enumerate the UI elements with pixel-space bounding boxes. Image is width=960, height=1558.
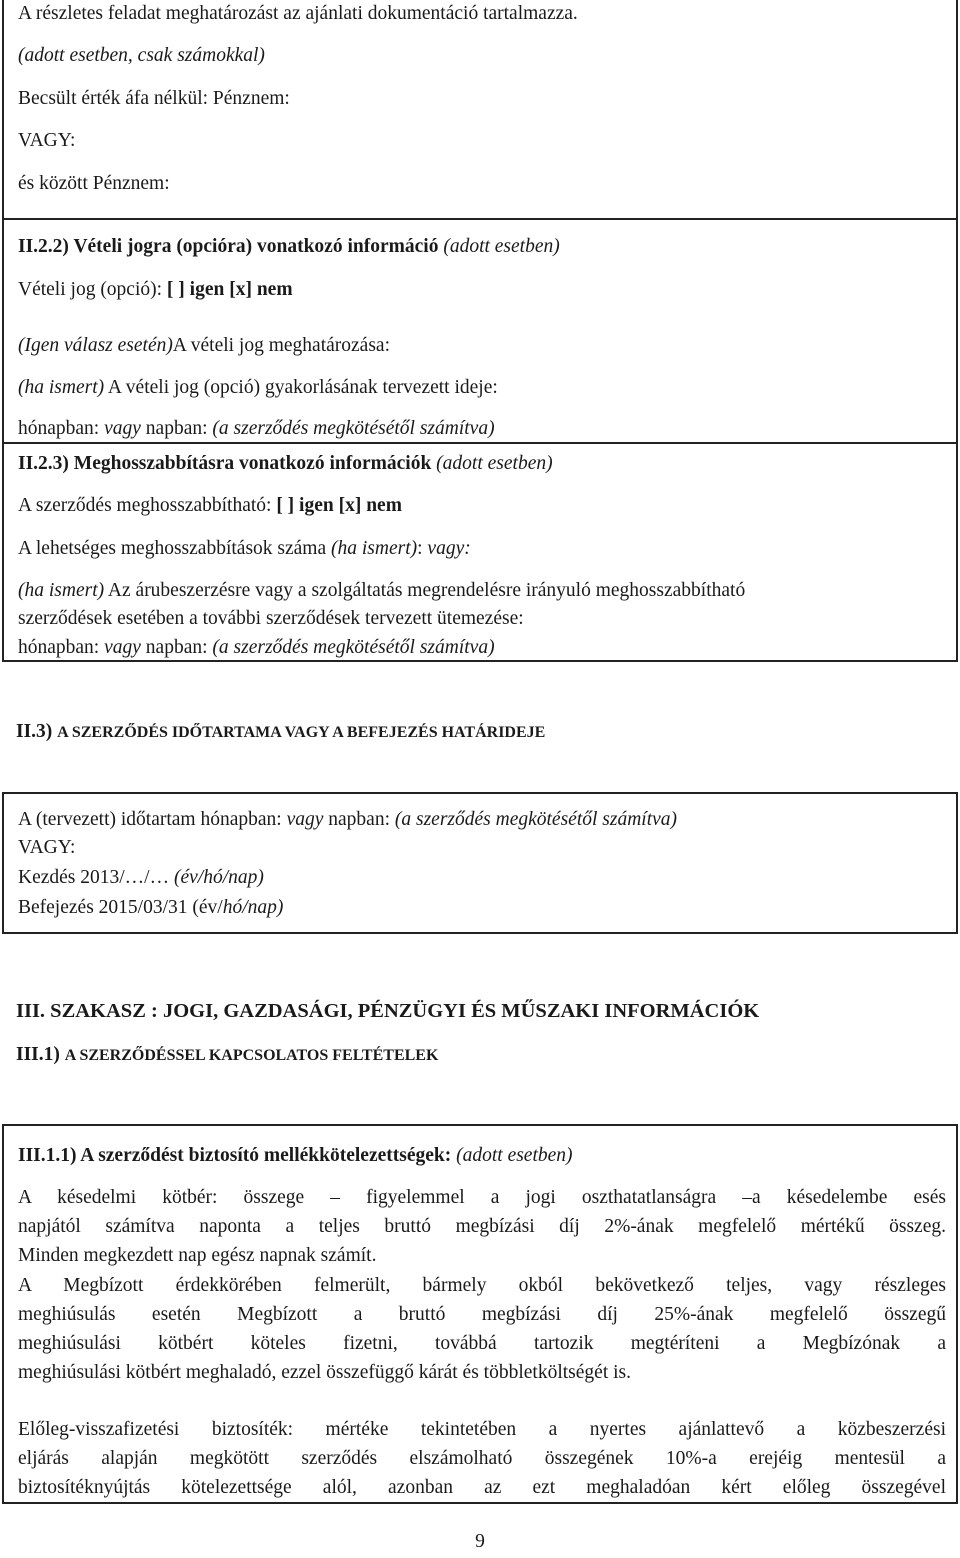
estimate-box [2,0,958,220]
page-number: 9 [475,1531,485,1552]
extension-count: A lehetséges meghosszabbítások száma (ha ismert): vagy: [18,538,471,559]
duration-line: A (tervezett) időtartam hónapban: vagy napban: (a szerződés megkötésétől számítva) [18,809,678,830]
or-line: VAGY: [18,130,76,151]
estimated-value-line: Becsült érték áfa nélkül: Pénznem: [18,88,290,109]
penalty-line-2: napjától számítva naponta a teljes bruttó megbízási díj 2%-ának megfelelő mértékű összeg. [18,1216,946,1237]
duration-box [2,792,958,934]
advance-line-2: eljárás alapján megkötött szerződés elszámolható összegének 10%-a erejéig mentesül a [18,1448,946,1469]
extension-heading: II.2.3) Meghosszabbításra vonatkozó információk (adott esetben) [18,453,553,474]
failure-line-2: meghiúsulás esetén Megbízott a bruttó megbízási díj 25%-ának megfelelő összegű [18,1304,946,1325]
option-timing: (ha ismert) A vételi jog (opció) gyakorlásának tervezett ideje: [18,377,498,398]
end-date: Befejezés 2015/03/31 (év/hó/nap) [18,897,284,918]
failure-line-4: meghiúsulási kötbért meghaladó, ezzel összefüggő kárát és többletköltségét is. [18,1362,631,1383]
option-box [2,218,958,444]
range-line: és között Pénznem: [18,173,170,194]
extension-schedule-line1: (ha ismert) Az árubeszerzésre vagy a szolgáltatás megrendelésre irányuló meghosszabbítható [18,580,746,601]
start-date: Kezdés 2013/…/… (év/hó/nap) [18,867,264,888]
extension-months-days: hónapban: vagy napban: (a szerződés megkötésétől számítva) [18,637,495,658]
failure-line-1: A Megbízott érdekkörében felmerült, bármely okból bekövetkező teljes, vagy részleges [18,1275,946,1296]
section-ii3-heading: II.3) A SZERZŐDÉS IDŐTARTAMA VAGY A BEFEJEZÉS HATÁRIDEJE [16,721,546,742]
option-heading: II.2.2) Vételi jogra (opcióra) vonatkozó információ (adott esetben) [18,236,560,257]
task-definition-line: A részletes feladat meghatározást az ajánlati dokumentáció tartalmazza. [18,3,578,24]
section-iii1-heading: III.1) A SZERZŐDÉSSEL KAPCSOLATOS FELTÉTELEK [16,1044,439,1065]
obligations-heading: III.1.1) A szerződést biztosító mellékkötelezettségek: (adott esetben) [18,1145,573,1166]
advance-line-3: biztosítéknyújtás kötelezettsége alól, azonban az ezt meghaladóan kért előleg összegével [18,1477,946,1498]
extension-choice: A szerződés meghosszabbítható: [ ] igen [x] nem [18,495,402,516]
penalty-line-1: A késedelmi kötbér: összege – figyelemmel a jogi oszthatatlanságra –a késedelembe esés [18,1187,946,1208]
extension-box [2,442,958,662]
option-choice: Vételi jog (opció): [ ] igen [x] nem [18,279,293,300]
numbers-only-note: (adott esetben, csak számokkal) [18,45,265,66]
section-iii-heading: III. SZAKASZ : JOGI, GAZDASÁGI, PÉNZÜGYI ÉS MŰSZAKI INFORMÁCIÓK [16,1000,760,1022]
failure-line-3: meghiúsulási kötbért köteles fizetni, továbbá tartozik megtéríteni a Megbízónak a [18,1333,946,1354]
option-definition: (Igen válasz esetén)A vételi jog meghatározása: [18,335,390,356]
obligations-box [2,1124,958,1504]
option-months-days: hónapban: vagy napban: (a szerződés megkötésétől számítva) [18,418,495,439]
penalty-line-3: Minden megkezdett nap egész napnak számít. [18,1245,377,1266]
advance-line-1: Előleg-visszafizetési biztosíték: mértéke tekintetében a nyertes ajánlattevő a közbeszerzési [18,1419,946,1440]
extension-schedule-line2: szerződések esetében a további szerződések tervezett ütemezése: [18,608,524,629]
duration-or: VAGY: [18,837,76,858]
